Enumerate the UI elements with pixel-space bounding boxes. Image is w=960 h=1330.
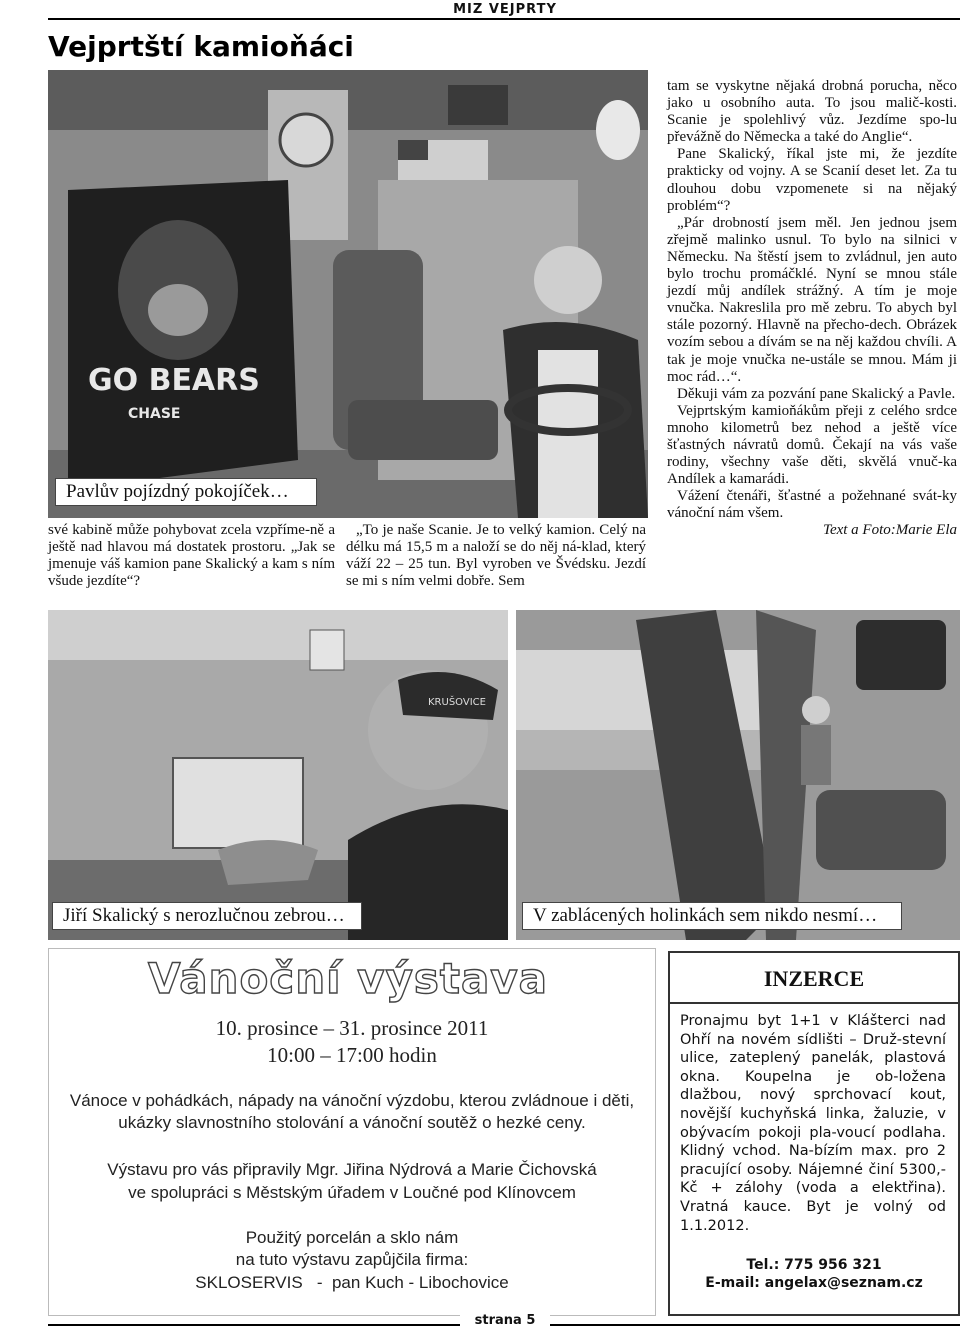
driver-photo-drawing	[48, 610, 508, 940]
cap-text: KRUŠOVICE	[428, 697, 486, 708]
caption-cabin: Pavlův pojízdný pokojíček…	[55, 478, 317, 506]
article-column-1	[48, 522, 335, 590]
photo-muddy-boots	[516, 610, 960, 940]
article-paragraph: „To je naše Scanie. Je to velký kamion. Celý na délku má 15,5 m a naloží se do něj ná-klad, který váží 22 – 25 tun. Byl vyroben ve Švédsku. Jezdí se mi s ním velmi dobře. Sem	[346, 522, 646, 589]
page-number: strana 5	[460, 1313, 550, 1330]
ad-email: E-mail: angelax@seznam.cz	[705, 1275, 923, 1291]
ad-contact	[668, 1256, 960, 1292]
sponsor-text: CHASE	[128, 406, 181, 422]
ad-divider	[668, 1002, 960, 1004]
article-paragraph: Děkuji vám za pozvání pane Skalický a Pavle.	[677, 385, 956, 402]
header-rule	[48, 18, 960, 20]
poster-dates: 10. prosince – 31. prosince 2011	[215, 1016, 489, 1040]
caption-driver-zebra: Jiří Skalický s nerozlučnou zebrou…	[52, 902, 362, 930]
photo-driver-zebra	[48, 610, 508, 940]
photo-truck-cabin	[48, 70, 648, 518]
caption-muddy-boots: V zablácených holinkách sem nikdo nesmí…	[522, 902, 902, 930]
article-paragraph: „Pár drobností jsem měl. Jen jednou jsem zřejmě malinko usnul. To bylo na silnici v Německu. Na štěstí jsem to zvládnul, jen auto bylo trochu promáčklé. Nyní se mnou stále jezdí můj andílek strážný. A tím je moje vnučka. Nakreslila pro mě zebru. To abych byl stále pozorný. Hlavně na přecho-dech. Obrázek vozím sebou a dívám se na něj každou chvíli. A tak je moje vnučka ne-ustále se mnou. Mám ji moc rád…“.	[667, 214, 957, 385]
poster-text: ve spolupráci s Městským úřadem v Loučné pod Klínovcem	[128, 1183, 576, 1202]
ad-phone: Tel.: 775 956 321	[746, 1257, 882, 1273]
poster-title: Vánoční výstava	[148, 954, 549, 1003]
boots-photo-drawing	[516, 610, 960, 940]
article-paragraph: tam se vyskytne nějaká drobná porucha, něco jako u osobního auta. To jsou malič-kosti. Scanie je spolehlivý vůz. Jezdíme spo-lu převážně do Německa a také do Anglie“.	[667, 78, 957, 146]
poster-text: Vánoce v pohádkách, nápady na vánoční výzdobu, kterou zvládnoue i děti,	[69, 1091, 635, 1110]
ad-text: Pronajmu byt 1+1 v Klášterci nad Ohří na novém sídlišti – Druž-stevní ulice, zateplený panelák, plastová okna. Koupelna je ob-ložena dlažbou, nový sprchovací kout, novější kuchyňská linka, žaluzie, v obývacím pokoji pla-voucí podlaha. Klidný vchod. Na-bízím max. pro 2 pracující osoby. Nájemné činí 5300,-Kč + zálohy (voda a elektřina). Vratná kauce. Byt je volný od 1.1.2012.	[680, 1013, 946, 1234]
poster-text: ukázky slavnostního stolování a vánoční soutěž o hezké ceny.	[118, 1113, 586, 1132]
article-paragraph: Pane Skalický, říkal jste mi, že jezdíte prakticky od vojny. A se Scanií deset let. Za tu dlouhou dobu vzpomenete si na nějaký problém“?	[667, 146, 957, 214]
ad-title: INZERCE	[763, 966, 865, 991]
cabin-photo-drawing	[48, 70, 648, 518]
banner-text: GO BEARS	[88, 363, 260, 398]
article-paragraph: Vážení čtenáři, šťastné a požehnané svát-ky vánoční nám všem.	[667, 488, 957, 522]
article-column-2	[346, 522, 646, 590]
poster-text: na tuto výstavu zapůjčila firma:	[235, 1250, 469, 1269]
article-column-3	[667, 78, 957, 540]
poster-text: SKLOSERVIS - pan Kuch - Libochovice	[195, 1273, 509, 1292]
article-paragraph: Vejprtským kamioňákům přeji z celého srdce mnoho kilometrů bez nehod a ještě více šťastných návratů domů. Čekají na vás vaše rodiny, všechny vaše děti, skvělá vnuč-ka Andílek a kamarádi.	[667, 402, 957, 488]
poster-text: Použitý porcelán a sklo nám	[245, 1228, 459, 1247]
poster-text: Výstavu pro vás připravily Mgr. Jiřina Nýdrová a Marie Čichovská	[107, 1160, 597, 1179]
article-paragraph: své kabině může pohybovat zcela vzpříme-ně a ještě nad hlavou má dostatek prostoru. „Jak se jmenuje váš kamion pane Skalický a kam s ním všude jezdíte“?	[48, 522, 335, 589]
section-header: MIZ VEJPRTY	[453, 2, 557, 17]
page-title: Vejprtští kamioňáci	[48, 30, 354, 63]
poster-hours: 10:00 – 17:00 hodin	[267, 1043, 437, 1067]
byline: Text a Foto:Marie Ela	[822, 522, 957, 539]
